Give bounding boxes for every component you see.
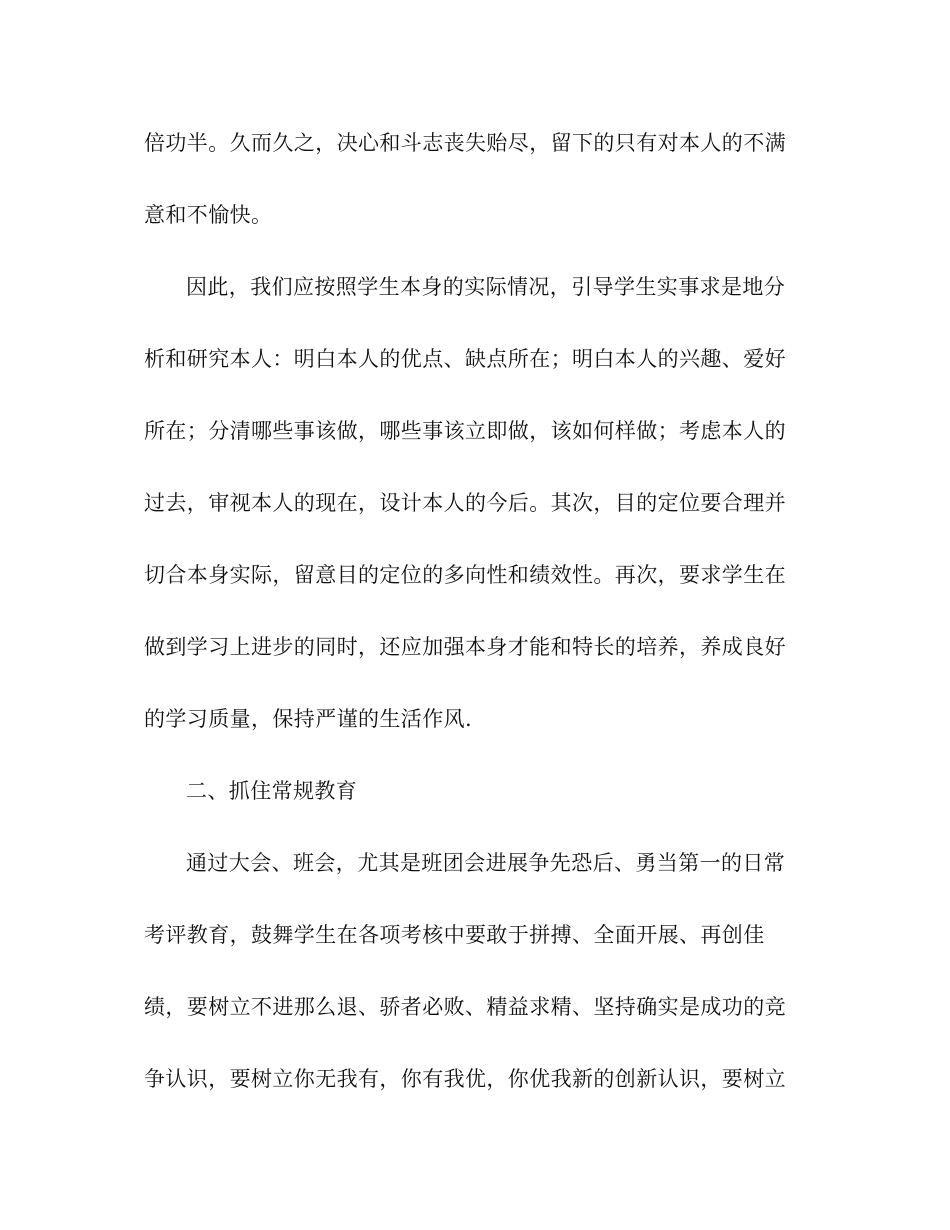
paragraph-line: 做到学习上进步的同时，还应加强本身才能和特长的培养，养成良好 (144, 635, 786, 659)
paragraph-line: 通过大会、班会，尤其是班团会进展争先恐后、勇当第一的日常 (186, 851, 786, 875)
paragraph-line: 倍功半。久而久之，决心和斗志丧失贻尽，留下的只有对本人的不满 (144, 131, 786, 155)
paragraph-line: 争认识，要树立你无我有，你有我优，你优我新的创新认识，要树立 (144, 1067, 786, 1091)
section-heading: 二、抓住常规教育 (186, 779, 358, 803)
paragraph-line: 因此，我们应按照学生本身的实际情况，引导学生实事求是地分 (186, 275, 786, 299)
paragraph-line: 的学习质量，保持严谨的生活作风. (144, 707, 473, 731)
paragraph-line: 过去，审视本人的现在，设计本人的今后。其次，目的定位要合理并 (144, 491, 786, 515)
paragraph-line: 考评教育，鼓舞学生在各项考核中要敢于拼搏、全面开展、再创佳 (144, 923, 765, 947)
paragraph-line: 所在；分清哪些事该做，哪些事该立即做，该如何样做；考虑本人的 (144, 419, 786, 443)
paragraph-line: 切合本身实际，留意目的定位的多向性和绩效性。再次，要求学生在 (144, 563, 786, 587)
paragraph-line: 析和研究本人：明白本人的优点、缺点所在；明白本人的兴趣、爱好 (144, 347, 786, 371)
paragraph-line: 意和不愉快。 (144, 203, 273, 227)
paragraph-line: 绩，要树立不进那么退、骄者必败、精益求精、坚持确实是成功的竞 (144, 995, 786, 1019)
